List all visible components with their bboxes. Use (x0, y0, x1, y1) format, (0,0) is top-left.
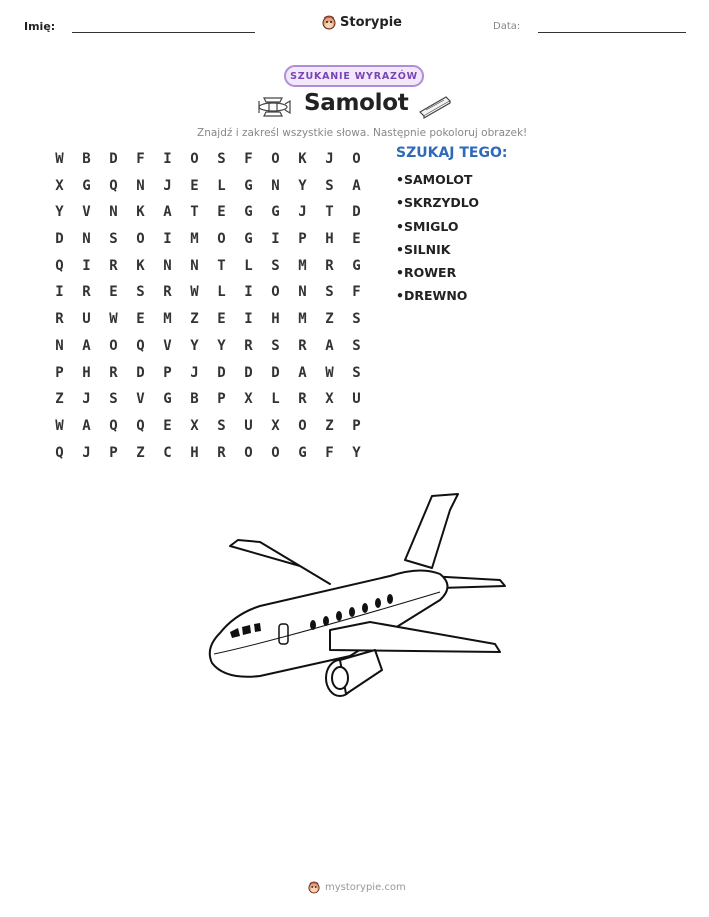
grid-letter[interactable]: D (109, 151, 118, 167)
grid-letter[interactable]: E (109, 284, 118, 301)
grid-letter[interactable]: R (325, 257, 334, 274)
grid-letter[interactable]: E (190, 177, 199, 194)
grid-letter[interactable]: Z (55, 391, 64, 408)
word-item: • SKRZYDLO (396, 194, 479, 217)
storypie-mascot-icon (322, 14, 336, 30)
grid-letter[interactable]: V (82, 204, 91, 221)
grid-row (46, 199, 370, 226)
grid-letter[interactable]: J (163, 177, 172, 194)
grid-letter[interactable]: A (82, 417, 91, 434)
word-item: • DREWNO (396, 287, 479, 310)
grid-letter[interactable]: Q (55, 444, 64, 461)
word-list (396, 171, 479, 311)
grid-letter[interactable]: E (217, 204, 226, 221)
grid-letter[interactable]: J (298, 204, 307, 221)
grid-letter[interactable]: G (352, 257, 361, 274)
grid-letter[interactable]: Y (190, 337, 199, 354)
page-title: Samolot (304, 90, 409, 116)
grid-letter[interactable]: F (244, 151, 253, 167)
grid-letter[interactable]: V (163, 337, 172, 354)
grid-letter[interactable]: K (136, 204, 145, 221)
grid-letter[interactable]: X (190, 417, 199, 434)
grid-letter[interactable]: I (163, 151, 172, 167)
grid-letter[interactable]: T (325, 204, 334, 221)
grid-letter[interactable]: G (163, 391, 172, 408)
grid-letter[interactable]: X (244, 391, 253, 408)
date-label: Data: (493, 21, 521, 32)
grid-letter[interactable]: W (325, 364, 334, 381)
grid-letter[interactable]: Y (352, 444, 361, 461)
grid-letter[interactable]: Q (55, 257, 64, 274)
title-row (256, 90, 456, 126)
grid-letter[interactable]: O (190, 151, 199, 167)
grid-letter[interactable]: P (352, 417, 361, 434)
brand-name: Storypie (340, 14, 402, 30)
grid-letter[interactable]: R (217, 444, 226, 461)
grid-letter[interactable]: Q (109, 177, 118, 194)
grid-letter[interactable]: I (55, 284, 64, 301)
grid-letter[interactable]: H (325, 231, 334, 248)
grid-letter[interactable]: U (244, 417, 253, 434)
grid-row (46, 306, 370, 333)
grid-letter[interactable]: E (217, 311, 226, 328)
grid-letter[interactable]: Y (217, 337, 226, 354)
footer-url: mystorypie.com (325, 881, 406, 893)
grid-letter[interactable]: Q (109, 417, 118, 434)
grid-letter[interactable]: F (136, 151, 145, 167)
airplane-icon (256, 92, 292, 122)
grid-letter[interactable]: D (136, 364, 145, 381)
grid-letter[interactable]: P (109, 444, 118, 461)
grid-letter[interactable]: I (271, 231, 280, 248)
grid-letter[interactable]: U (352, 391, 361, 408)
grid-row (46, 360, 370, 387)
grid-letter[interactable]: L (244, 257, 253, 274)
grid-letter[interactable]: C (163, 444, 172, 461)
grid-letter[interactable]: R (244, 337, 253, 354)
wood-plank-icon (418, 94, 452, 120)
grid-letter[interactable]: Q (136, 417, 145, 434)
grid-letter[interactable]: P (217, 391, 226, 408)
grid-letter[interactable]: Z (136, 444, 145, 461)
grid-letter[interactable]: A (352, 177, 361, 194)
grid-letter[interactable]: J (325, 151, 334, 167)
grid-letter[interactable]: W (55, 417, 64, 434)
grid-letter[interactable]: Z (325, 417, 334, 434)
grid-letter[interactable]: H (190, 444, 199, 461)
grid-letter[interactable]: R (163, 284, 172, 301)
grid-letter[interactable]: Y (298, 177, 307, 194)
word-item: • SAMOLOT (396, 171, 479, 194)
grid-letter[interactable]: J (82, 391, 91, 408)
grid-letter[interactable]: A (82, 337, 91, 354)
grid-letter[interactable]: A (298, 364, 307, 381)
grid-row (46, 146, 370, 173)
grid-letter[interactable]: G (244, 177, 253, 194)
grid-letter[interactable]: W (190, 284, 199, 301)
date-line (538, 32, 686, 33)
grid-letter[interactable]: R (109, 257, 118, 274)
grid-letter[interactable]: N (109, 204, 118, 221)
grid-letter[interactable]: Z (325, 311, 334, 328)
grid-letter[interactable]: E (163, 417, 172, 434)
grid-letter[interactable]: P (298, 231, 307, 248)
grid-letter[interactable]: X (55, 177, 64, 194)
grid-letter[interactable]: Z (190, 311, 199, 328)
grid-letter[interactable]: S (352, 364, 361, 381)
grid-letter[interactable]: S (217, 151, 226, 167)
grid-letter[interactable]: G (271, 204, 280, 221)
grid-letter[interactable]: X (325, 391, 334, 408)
grid-letter[interactable]: L (217, 177, 226, 194)
grid-letter[interactable]: G (244, 231, 253, 248)
grid-letter[interactable]: A (325, 337, 334, 354)
grid-letter[interactable]: D (217, 364, 226, 381)
grid-letter[interactable]: R (298, 337, 307, 354)
grid-letter[interactable]: J (190, 364, 199, 381)
grid-letter[interactable]: W (55, 151, 64, 167)
grid-letter[interactable]: Q (136, 337, 145, 354)
grid-letter[interactable]: E (136, 311, 145, 328)
grid-letter[interactable]: N (136, 177, 145, 194)
word-item: • SILNIK (396, 241, 479, 264)
grid-letter[interactable]: I (244, 311, 253, 328)
grid-letter[interactable]: P (55, 364, 64, 381)
grid-letter[interactable]: D (271, 364, 280, 381)
grid-row (46, 226, 370, 253)
grid-letter[interactable]: S (109, 231, 118, 248)
grid-letter[interactable]: A (163, 204, 172, 221)
activity-badge: SZUKANIE WYRAZÓW (284, 65, 424, 87)
grid-letter[interactable]: R (55, 311, 64, 328)
grid-letter[interactable]: P (163, 364, 172, 381)
grid-letter[interactable]: S (352, 311, 361, 328)
grid-letter[interactable]: M (298, 257, 307, 274)
grid-letter[interactable]: G (244, 204, 253, 221)
grid-letter[interactable]: I (244, 284, 253, 301)
grid-letter[interactable]: E (352, 231, 361, 248)
grid-letter[interactable]: O (298, 417, 307, 434)
grid-letter[interactable]: O (244, 444, 253, 461)
grid-letter[interactable]: K (298, 151, 307, 167)
grid-letter[interactable]: O (136, 231, 145, 248)
grid-letter[interactable]: K (136, 257, 145, 274)
grid-letter[interactable]: L (271, 391, 280, 408)
grid-letter[interactable]: W (109, 311, 118, 328)
grid-letter[interactable]: N (55, 337, 64, 354)
grid-letter[interactable]: D (244, 364, 253, 381)
grid-row (46, 279, 370, 306)
grid-row (46, 440, 370, 467)
grid-letter[interactable]: R (82, 284, 91, 301)
grid-row (46, 413, 370, 440)
word-item: • SMIGLO (396, 218, 479, 241)
grid-letter[interactable]: M (298, 311, 307, 328)
grid-letter[interactable]: B (82, 151, 91, 167)
grid-letter[interactable]: S (271, 337, 280, 354)
grid-letter[interactable]: G (82, 177, 91, 194)
airplane-illustration (200, 488, 510, 708)
grid-letter[interactable]: O (109, 337, 118, 354)
instructions: Znajdź i zakreśl wszystkie słowa. Następnie pokoloruj obrazek! (197, 127, 528, 139)
name-label: Imię: (24, 20, 56, 33)
word-search-grid (46, 146, 370, 466)
grid-letter[interactable]: O (271, 151, 280, 167)
grid-letter[interactable]: I (82, 257, 91, 274)
grid-letter[interactable]: G (298, 444, 307, 461)
grid-letter[interactable]: S (325, 177, 334, 194)
grid-letter[interactable]: S (109, 391, 118, 408)
grid-letter[interactable]: D (352, 204, 361, 221)
grid-letter[interactable]: T (217, 257, 226, 274)
grid-row (46, 253, 370, 280)
grid-letter[interactable]: B (190, 391, 199, 408)
grid-letter[interactable]: U (82, 311, 91, 328)
grid-letter[interactable]: L (217, 284, 226, 301)
word-item: • ROWER (396, 264, 479, 287)
grid-letter[interactable]: Y (55, 204, 64, 221)
grid-letter[interactable]: S (325, 284, 334, 301)
grid-row (46, 386, 370, 413)
grid-letter[interactable]: O (271, 284, 280, 301)
grid-letter[interactable]: V (136, 391, 145, 408)
grid-letter[interactable]: N (82, 231, 91, 248)
grid-letter[interactable]: N (190, 257, 199, 274)
grid-letter[interactable]: S (352, 337, 361, 354)
grid-letter[interactable]: S (136, 284, 145, 301)
brand-logo (322, 13, 402, 31)
grid-letter[interactable]: O (271, 444, 280, 461)
grid-letter[interactable]: O (352, 151, 361, 167)
storypie-mascot-icon (308, 880, 320, 894)
grid-letter[interactable]: N (271, 177, 280, 194)
grid-letter[interactable]: X (271, 417, 280, 434)
grid-row (46, 173, 370, 200)
grid-letter[interactable]: D (55, 231, 64, 248)
grid-letter[interactable]: I (163, 231, 172, 248)
grid-letter[interactable]: O (217, 231, 226, 248)
grid-letter[interactable]: H (82, 364, 91, 381)
grid-letter[interactable]: M (163, 311, 172, 328)
grid-letter[interactable]: J (82, 444, 91, 461)
grid-letter[interactable]: S (217, 417, 226, 434)
grid-letter[interactable]: R (298, 391, 307, 408)
grid-letter[interactable]: N (298, 284, 307, 301)
word-list-heading: SZUKAJ TEGO: (396, 145, 508, 161)
footer (308, 880, 406, 894)
grid-letter[interactable]: M (190, 231, 199, 248)
grid-letter[interactable]: R (109, 364, 118, 381)
grid-letter[interactable]: F (352, 284, 361, 301)
grid-letter[interactable]: S (271, 257, 280, 274)
grid-letter[interactable]: T (190, 204, 199, 221)
grid-letter[interactable]: N (163, 257, 172, 274)
grid-row (46, 333, 370, 360)
grid-letter[interactable]: H (271, 311, 280, 328)
grid-letter[interactable]: F (325, 444, 334, 461)
name-line (72, 32, 255, 33)
